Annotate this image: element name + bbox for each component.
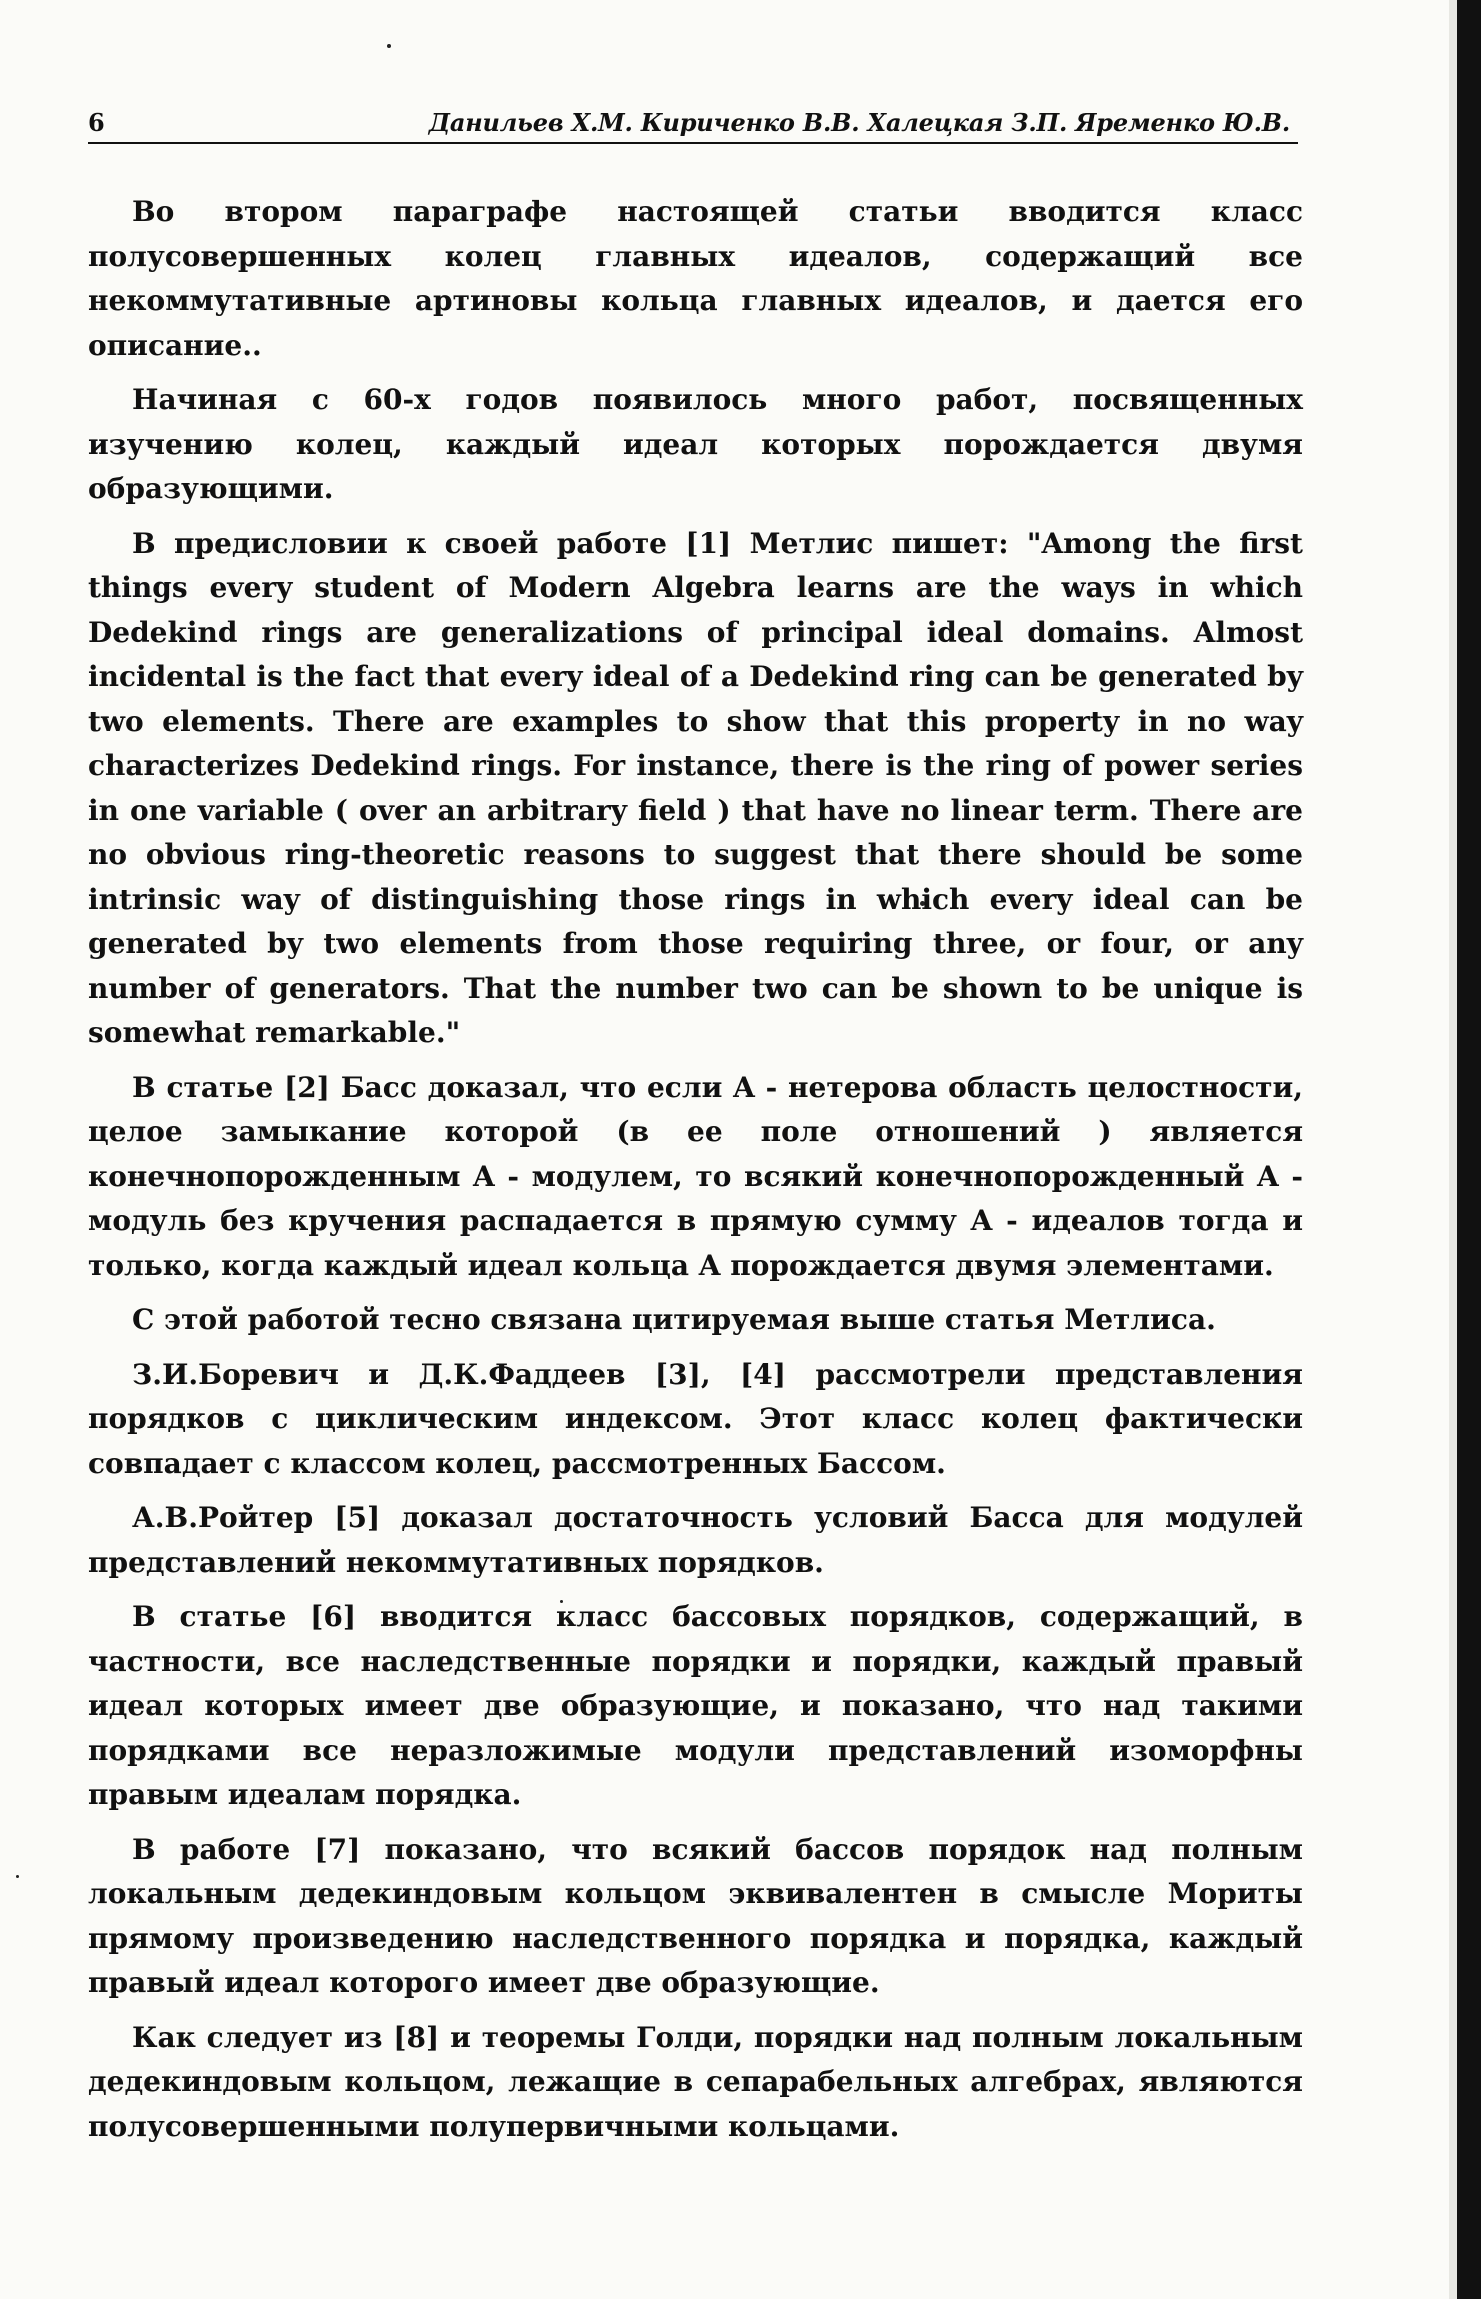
paragraph: Как следует из [8] и теоремы Голди, порядки над полным локальным дедекиндовым кольцом, лежащие в сепарабельных алгебрах, являются полусовершенными полупервичными кольцами. (88, 2020, 1303, 2143)
paragraph: Начиная с 60-х годов появилось много работ, посвященных изучению колец, каждый идеал которых порождается двумя образующими. (88, 383, 1303, 505)
paragraph-quotation: В предисловии к своей работе [1] Метлис пишет: "Among the first things every student of Modern Algebra learns are the ways in which Dedekind rings are generalizations of principal ideal domains. Almost incidental is the fact that every ideal of a Dedekind ring can be generated by two elements. There are examples to show that this property in no way characterizes Dedekind rings. For instance, there is the ring of power series in one variable ( over an arbitrary field ) that have no linear term. There are no obvious ring-theoretic reasons to suggest that there should be some intrinsic way of distinguishing those rings in which every ideal can be generated by two elements from those requiring three, or four, or any number of generators. That the number two can be shown to be unique is somewhat remarkable." (88, 526, 1303, 1049)
paragraph: Во втором параграфе настоящей статьи вводится класс полусовершенных колец главных идеалов, содержащий все некоммутативные артиновы кольца главных идеалов, и дается его описание.. (88, 195, 1303, 362)
paragraph: С этой работой тесно связана цитируемая выше статья Метлиса. (132, 1303, 1216, 1336)
paragraph: З.И.Боревич и Д.К.Фаддеев [3], [4] рассмотрели представления порядков с циклическим индексом. Этот класс колец фактически совпадает с классом колец, рассмотренных Бассом. (88, 1357, 1303, 1480)
paragraph: В статье [2] Басс доказал, что если A - нетерова область целостности, целое замыкание которой (в ее поле отношений ) является конечнопорожденным A - модулем, то всякий конечнопорожденный A - модуль без кручения распадается в прямую сумму A - идеалов тогда и только, когда каждый идеал кольца A порождается двумя элементами. (88, 1070, 1303, 1282)
paragraph: А.В.Ройтер [5] доказал достаточность условий Басса для модулей представлений некоммутативных порядков. (88, 1501, 1303, 1579)
paragraph: В работе [7] показано, что всякий бассов порядок над полным локальным дедекиндовым кольцом эквивалентен в смысле Мориты прямому произведению наследственного порядка и порядка, каждый правый идеал которого имеет две образующие. (88, 1832, 1303, 1999)
running-head: Данильев Х.М. Кириченко В.В. Халецкая З.П. Яременко Ю.В. (428, 108, 1290, 137)
page-header (88, 108, 1298, 144)
page-edge-shadow (1449, 0, 1457, 2299)
paragraph: В статье [6] вводится класс бассовых порядков, содержащий, в частности, все наследственные порядки и порядки, каждый правый идеал которых имеет две образующие, и показано, что над такими порядками все неразложимые модули представлений изоморфны правым идеалам порядка. (88, 1600, 1303, 1811)
scan-speck (387, 44, 391, 48)
scan-speck (16, 1875, 19, 1878)
page-edge-dark-border (1457, 0, 1481, 2299)
article-body (88, 190, 1303, 2149)
page-number: 6 (88, 108, 105, 137)
